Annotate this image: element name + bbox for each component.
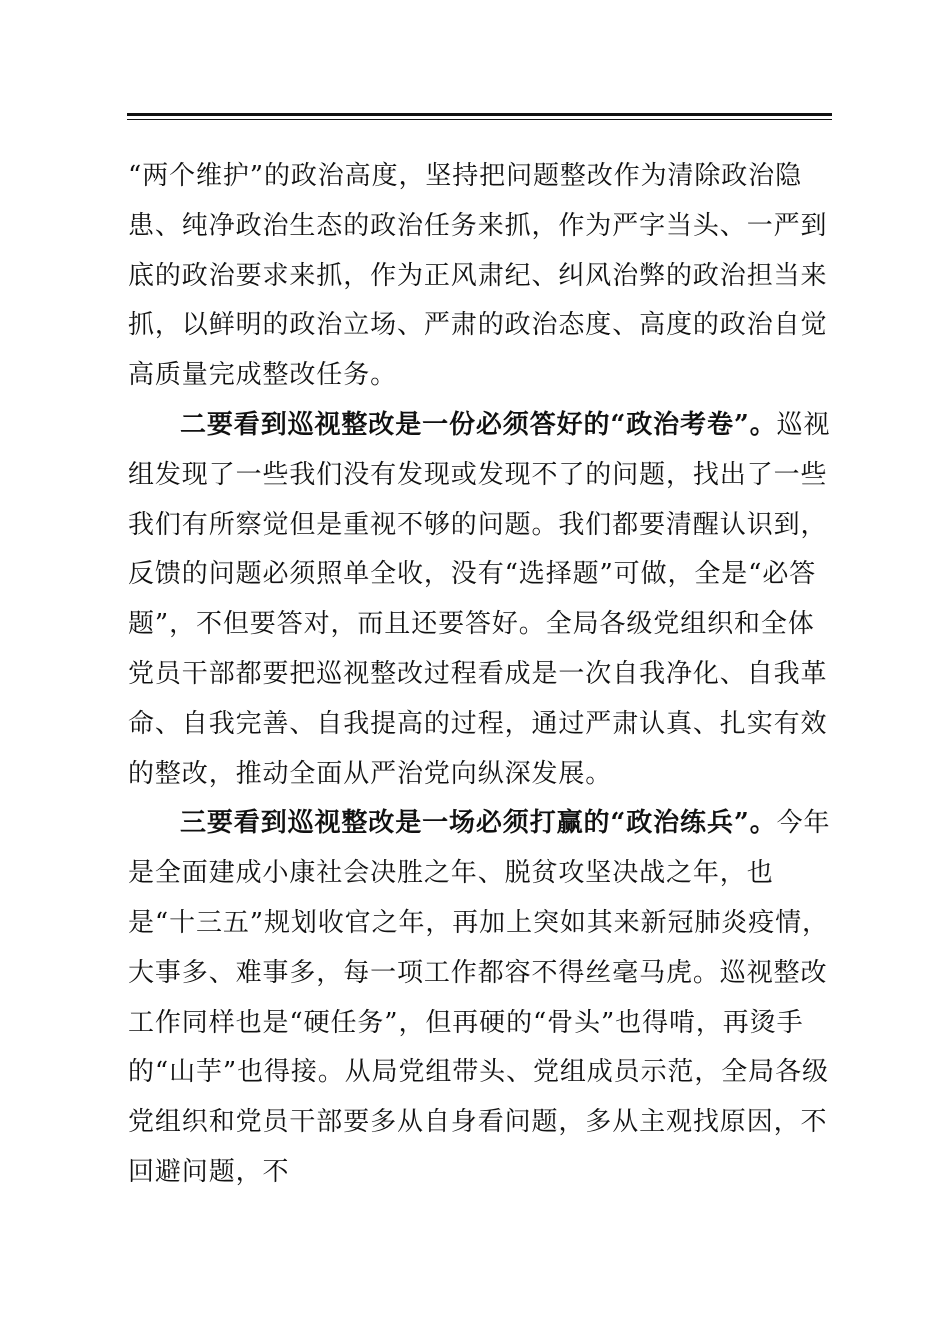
document-body [128,152,834,1198]
paragraph-3 [128,799,834,1197]
paragraph-2 [128,401,834,799]
paragraph-lead-heading: 二要看到巡视整改是一份必须答好的“政治考卷”。 [180,409,777,440]
paragraph-lead-heading: 三要看到巡视整改是一场必须打赢的“政治练兵”。 [180,808,777,839]
paragraph-text: 今年是全面建成小康社会决胜之年、脱贫攻坚决战之年，也是“十三五”规划收官之年，再加上突如其来新冠肺炎疫情，大事多、难事多，每一项工作都容不得丝毫马虎。巡视整改工作同样也是“硬任务”，但再硬的“骨头”也得啃，再烫手的“山芋”也得接。从局党组带头、党组成员示范，全局各级党组织和党员干部要多从自身看问题，多从主观找原因，不回避问题，不 [128,808,831,1187]
header-rule-thick [127,113,832,116]
paragraph-1 [128,152,834,401]
header-rule-thin [127,119,832,120]
paragraph-text: “两个维护”的政治高度，坚持把问题整改作为清除政治隐患、纯净政治生态的政治任务来抓，作为严字当头、一严到底的政治要求来抓，作为正风肃纪、纠风治弊的政治担当来抓，以鲜明的政治立场、严肃的政治态度、高度的政治自觉高质量完成整改任务。 [128,161,828,391]
paragraph-text: 巡视组发现了一些我们没有发现或发现不了的问题，找出了一些我们有所察觉但是重视不够的问题。我们都要清醒认识到，反馈的问题必须照单全收，没有“选择题”可做，全是“必答题”，不但要答对，而且还要答好。全局各级党组织和全体党员干部都要把巡视整改过程看成是一次自我净化、自我革命、自我完善、自我提高的过程，通过严肃认真、扎实有效的整改，推动全面从严治党向纵深发展。 [128,409,831,789]
